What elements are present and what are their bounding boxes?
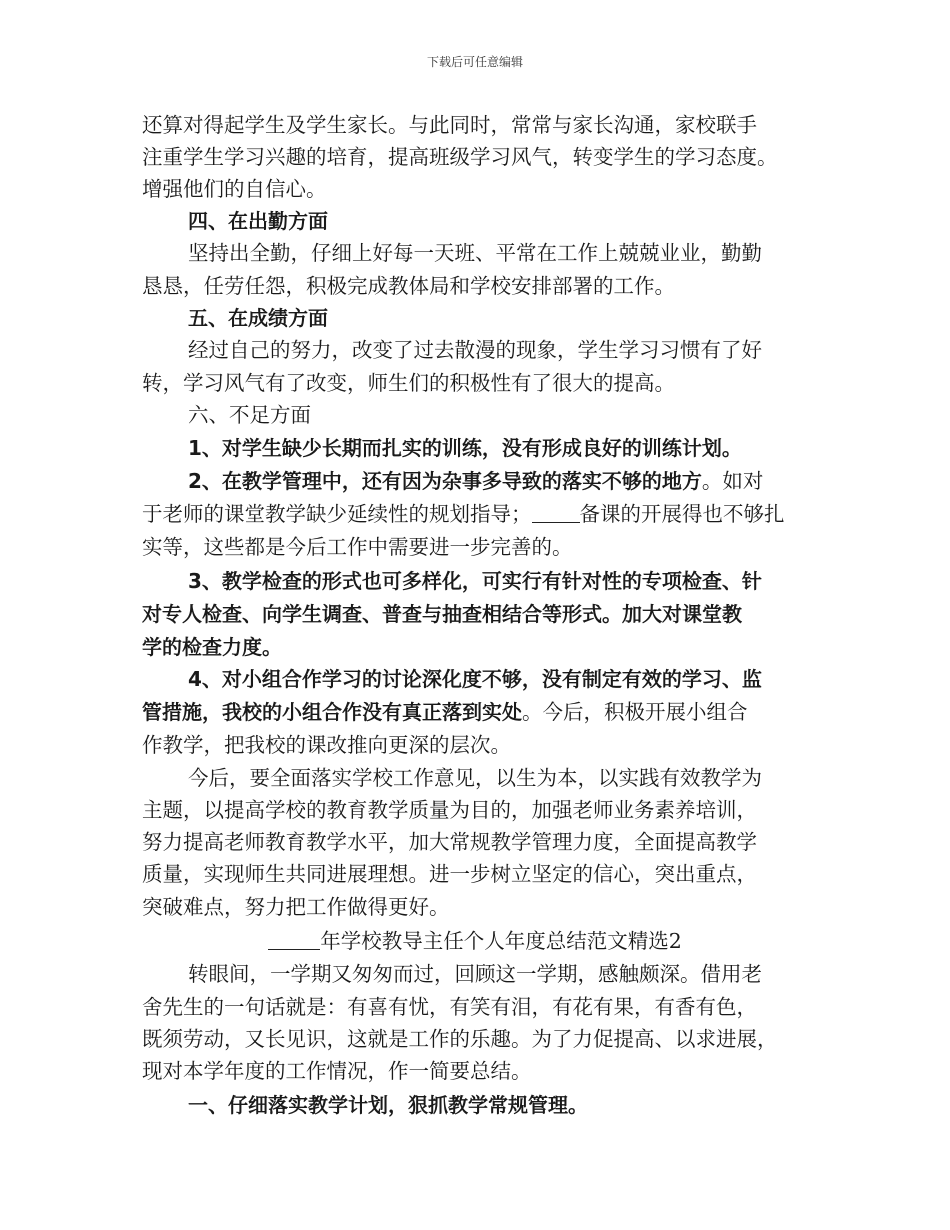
body-line: 转眼间，一学期又匆匆而过，回顾这一学期，感触颇深。借用老 — [188, 962, 762, 986]
body-span: 。如对 — [701, 469, 764, 493]
bold-line: 3、教学检查的形式也可多样化，可实行有针对性的专项检查、针 — [188, 569, 762, 593]
body-line: 增强他们的自信心。 — [142, 177, 327, 201]
body-line: 作教学，把我校的课改推向更深的层次。 — [142, 733, 511, 757]
bold-line: 学的检查力度。 — [142, 635, 282, 659]
body-line: 现对本学年度的工作情况，作一简要总结。 — [142, 1059, 532, 1083]
body-line: 舍先生的一句话就是：有喜有忧，有笑有泪，有花有果，有香有色， — [142, 995, 757, 1019]
mixed-line — [142, 502, 785, 526]
section-heading: 五、在成绩方面 — [188, 306, 328, 330]
mixed-line — [142, 700, 748, 724]
mixed-line — [188, 469, 763, 493]
body-line: 经过自己的努力，改变了过去散漫的现象，学生学习习惯有了好 — [188, 338, 762, 362]
body-line: 主题，以提高学校的教育教学质量为目的，加强老师业务素养培训， — [142, 798, 757, 822]
body-line: 坚持出全勤，仔细上好每一天班、平常在工作上兢兢业业，勤勤 — [188, 241, 762, 265]
bold-line: 对专人检查、向学生调查、普查与抽查相结合等形式。加大对课堂教 — [142, 602, 742, 626]
title-text: 年学校教导主任个人年度总结范文精选2 — [320, 929, 682, 953]
bold-line: 4、对小组合作学习的讨论深化度不够，没有制定有效的学习、监 — [188, 667, 762, 691]
section-heading: 四、在出勤方面 — [188, 209, 328, 233]
body-line: 还算对得起学生及学生家长。与此同时，常常与家长沟通，家校联手 — [142, 113, 757, 137]
body-line: 恳恳，任劳任怨，积极完成教体局和学校安排部署的工作。 — [142, 274, 675, 298]
bold-span: 管措施，我校的小组合作没有真正落到实处 — [142, 700, 522, 724]
page-header: 下载后可任意编辑 — [426, 55, 523, 69]
bold-line: 1、对学生缺少长期而扎实的训练，没有形成良好的训练计划。 — [188, 436, 742, 460]
body-line: 努力提高老师教育教学水平，加大常规教学管理力度，全面提高教学 — [142, 830, 757, 854]
fill-blank — [268, 931, 320, 950]
body-line: 突破难点，努力把工作做得更好。 — [142, 895, 450, 919]
body-line: 既须劳动，又长见识，这就是工作的乐趣。为了力促提高、以求进展， — [142, 1027, 778, 1051]
body-line: 注重学生学习兴趣的培育，提高班级学习风气，转变学生的学习态度。 — [142, 145, 778, 169]
section-title — [0, 929, 950, 953]
body-line: 质量，实现师生共同进展理想。进一步树立坚定的信心，突出重点， — [142, 862, 757, 886]
section-heading: 一、仔细落实教学计划，狠抓教学常规管理。 — [188, 1093, 588, 1117]
body-span: 于老师的课堂教学缺少延续性的规划指导； — [142, 502, 532, 526]
body-line: 实等，这些都是今后工作中需要进一步完善的。 — [142, 535, 573, 559]
body-span: 备课的开展得也不够扎 — [579, 502, 785, 526]
body-line: 转，学习风气有了改变，师生们的积极性有了很大的提高。 — [142, 371, 675, 395]
body-line: 今后，要全面落实学校工作意见，以生为本，以实践有效教学为 — [188, 766, 762, 790]
bold-span: 2、在教学管理中，还有因为杂事多导致的落实不够的地方 — [188, 469, 702, 493]
section-heading: 六、不足方面 — [188, 403, 311, 427]
fill-blank — [532, 504, 580, 523]
body-span: 。今后，积极开展小组合 — [522, 700, 748, 724]
